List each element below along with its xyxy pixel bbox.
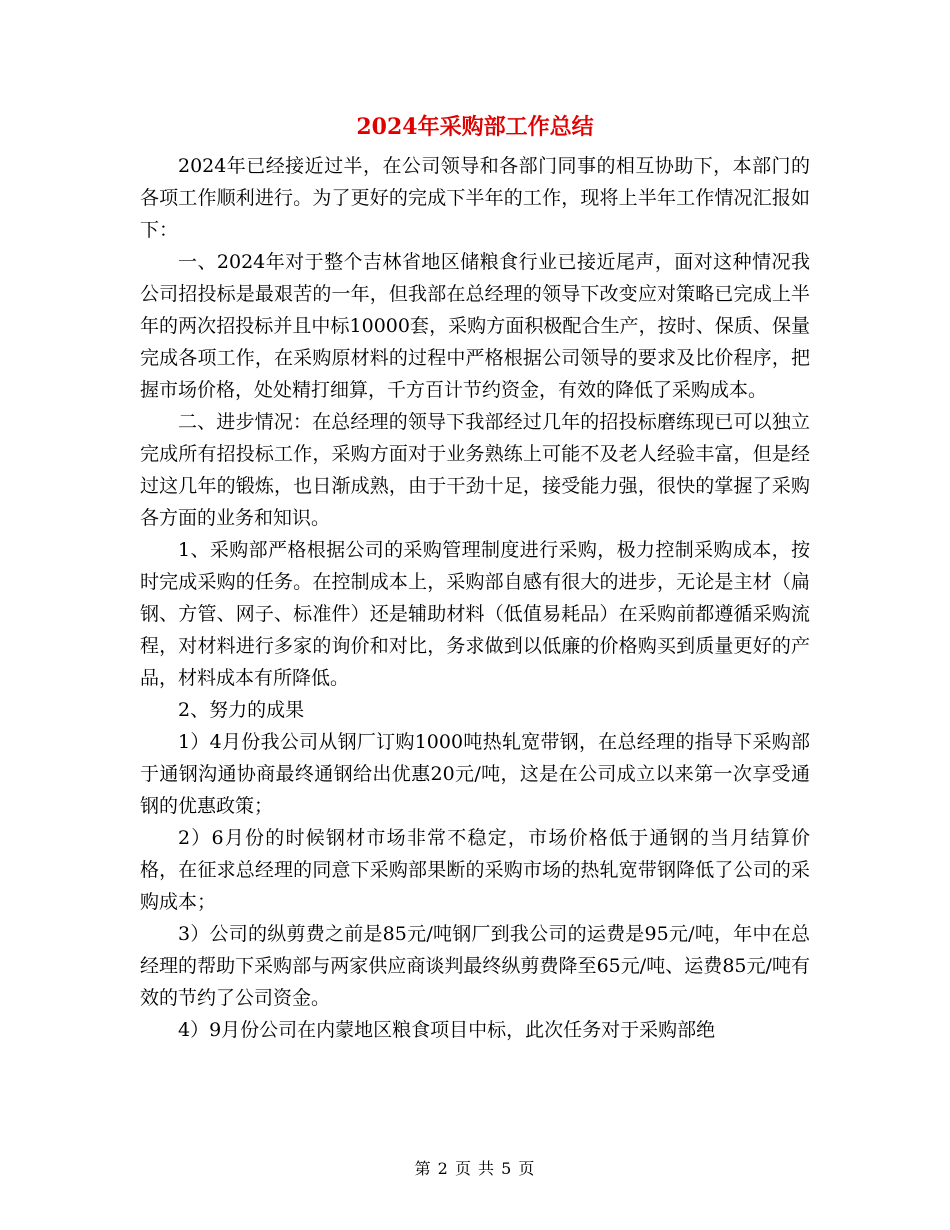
paragraph-item-2-heading: 2、努力的成果 — [178, 699, 305, 721]
paragraph-section-1: 一、2024年对于整个吉林省地区储粮食行业已接近尾声，面对这种情况我公司招投标是最艰苦的一年，但我部在总经理的领导下改变应对策略已完成上半年的两次招投标并且中标10000套，采购方面积极配合生产，按时、保质、保量完成各项工作，在采购原材料的过程中严格根据公司领导的要求及比价程序，把握市场价格，处处精打细算，千方百计节约资金，有效的降低了采购成本。 — [140, 251, 810, 401]
paragraph-result-1: 1）4月份我公司从钢厂订购1000吨热轧宽带钢，在总经理的指导下采购部于通钢沟通协商最终通钢给出优惠20元/吨，这是在公司成立以来第一次享受通钢的优惠政策； — [140, 731, 810, 817]
paragraph-section-2: 二、进步情况：在总经理的领导下我部经过几年的招投标磨练现已可以独立完成所有招投标工作，采购方面对于业务熟练上可能不及老人经验丰富，但是经过这几年的锻炼，也日渐成熟，由于干劲十足，接受能力强，很快的掌握了采购各方面的业务和知识。 — [140, 411, 810, 529]
page-number-footer: 第 2 页 共 5 页 — [414, 1159, 536, 1178]
document-page — [140, 112, 810, 1046]
paragraph-result-4: 4）9月份公司在内蒙地区粮食项目中标，此次任务对于采购部绝 — [178, 1019, 716, 1041]
paragraph-intro: 2024年已经接近过半，在公司领导和各部门同事的相互协助下，本部门的各项工作顺利进行。为了更好的完成下半年的工作，现将上半年工作情况汇报如下： — [140, 155, 810, 241]
paragraph-result-2: 2）6月份的时候钢材市场非常不稳定，市场价格低于通钢的当月结算价格，在征求总经理的同意下采购部果断的采购市场的热轧宽带钢降低了公司的采购成本； — [140, 827, 810, 913]
paragraph-item-1: 1、采购部严格根据公司的采购管理制度进行采购，极力控制采购成本，按时完成采购的任务。在控制成本上，采购部自感有很大的进步，无论是主材（扁钢、方管、网子、标准件）还是辅助材料（低值易耗品）在采购前都遵循采购流程，对材料进行多家的询价和对比，务求做到以低廉的价格购买到质量更好的产品，材料成本有所降低。 — [140, 539, 810, 689]
document-title: 2024年采购部工作总结 — [356, 114, 594, 140]
paragraph-result-3: 3）公司的纵剪费之前是85元/吨钢厂到我公司的运费是95元/吨，年中在总经理的帮助下采购部与两家供应商谈判最终纵剪费降至65元/吨、运费85元/吨有效的节约了公司资金。 — [140, 923, 810, 1009]
